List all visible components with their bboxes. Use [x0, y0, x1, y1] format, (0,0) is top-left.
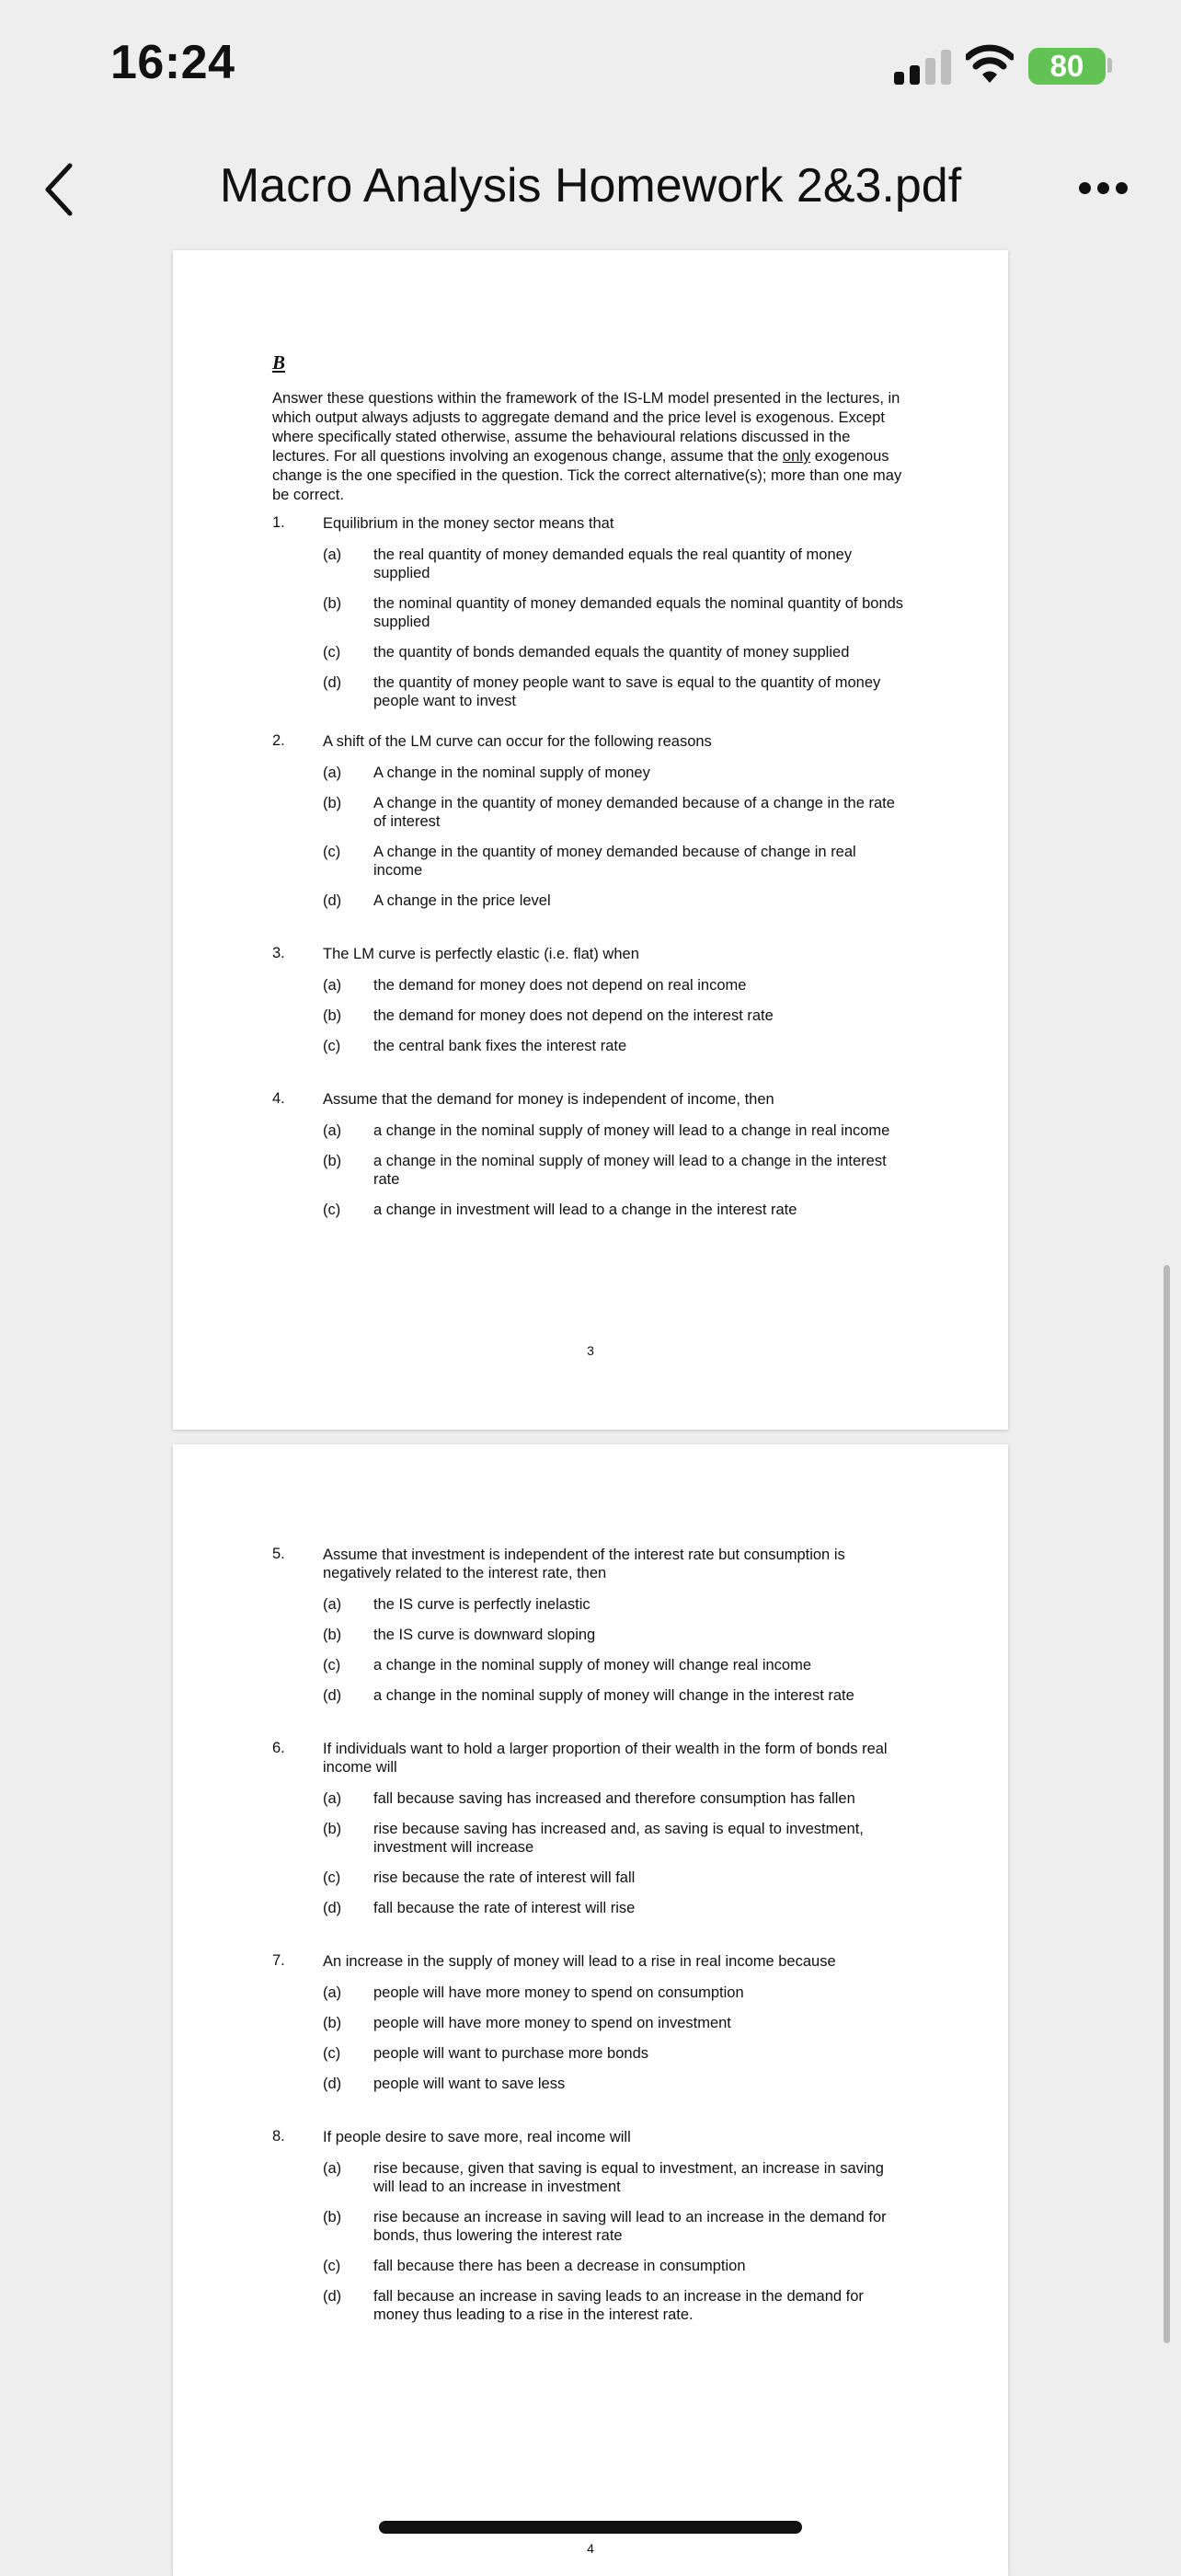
option-text: people will have more money to spend on investment — [373, 2015, 731, 2031]
option-letter: (c) — [323, 844, 341, 860]
option-text: fall because the rate of interest will rise — [373, 1900, 636, 1916]
answer-option — [323, 2159, 907, 2196]
option-text: people will have more money to spend on consumption — [373, 1984, 744, 2001]
answer-option — [323, 1626, 907, 1644]
option-letter: (b) — [323, 1007, 342, 1024]
option-text: A change in the price level — [373, 892, 551, 909]
answer-option — [323, 2208, 907, 2245]
back-button[interactable] — [37, 156, 83, 223]
option-text: the quantity of bonds demanded equals the quantity of money supplied — [373, 644, 850, 661]
option-letter: (a) — [323, 1790, 342, 1807]
answer-option — [323, 1869, 907, 1887]
answer-option — [323, 1984, 907, 2002]
question-number: 5. — [272, 1546, 285, 1562]
option-text: a change in the nominal supply of money will lead to a change in real income — [373, 1122, 890, 1139]
option-letter: (c) — [323, 1038, 341, 1054]
question-number: 4. — [272, 1090, 285, 1107]
answer-option — [323, 1121, 907, 1140]
question-number: 7. — [272, 1952, 285, 1969]
option-letter: (b) — [323, 795, 342, 811]
option-letter: (c) — [323, 2045, 341, 2062]
question-4 — [272, 1090, 907, 1219]
page-4-content — [272, 1546, 907, 2337]
option-letter: (c) — [323, 2258, 341, 2274]
option-text: the real quantity of money demanded equals the real quantity of money supplied — [373, 546, 853, 581]
question-2 — [272, 732, 907, 910]
answer-option — [323, 794, 907, 831]
question-text: Assume that the demand for money is independent of income, then — [323, 1091, 774, 1108]
option-text: the IS curve is downward sloping — [373, 1627, 596, 1643]
question-list — [272, 1546, 907, 2324]
option-letter: (c) — [323, 644, 341, 661]
question-text: Assume that investment is independent of the interest rate but consumption is negatively related to the interest rate, then — [323, 1547, 845, 1581]
option-letter: (b) — [323, 1627, 342, 1643]
option-letter: (b) — [323, 595, 342, 612]
option-text: a change in the nominal supply of money will lead to a change in the interest rate — [373, 1153, 887, 1188]
answer-option — [323, 976, 907, 995]
question-text: If individuals want to hold a larger proportion of their wealth in the form of bonds real income will — [323, 1741, 888, 1776]
question-list — [272, 514, 907, 1219]
option-letter: (a) — [323, 977, 342, 994]
option-text: the central bank fixes the interest rate — [373, 1038, 627, 1054]
question-1 — [272, 1546, 907, 1705]
option-letter: (c) — [323, 1869, 341, 1886]
page-number: 4 — [587, 2541, 594, 2556]
option-text: fall because saving has increased and therefore consumption has fallen — [373, 1790, 855, 1807]
answer-option — [323, 764, 907, 782]
option-text: people will want to save less — [373, 2076, 566, 2092]
option-text: a change in the nominal supply of money will change in the interest rate — [373, 1687, 854, 1704]
pdf-page-3 — [173, 250, 1008, 1430]
answer-option — [323, 2014, 907, 2032]
option-text: the demand for money does not depend on real income — [373, 977, 747, 994]
option-text: the IS curve is perfectly inelastic — [373, 1596, 590, 1613]
option-text: rise because an increase in saving will lead to an increase in the demand for bonds, thus lowering the interest rate — [373, 2209, 887, 2244]
answer-option — [323, 1595, 907, 1614]
question-number: 8. — [272, 2128, 285, 2145]
question-number: 3. — [272, 945, 285, 961]
question-3 — [272, 1952, 907, 2093]
option-letter: (b) — [323, 1153, 342, 1169]
status-time: 16:24 — [110, 36, 235, 89]
option-letter: (a) — [323, 2160, 342, 2177]
answer-option — [323, 673, 907, 710]
answer-option — [323, 2287, 907, 2324]
answer-option — [323, 2257, 907, 2275]
question-2 — [272, 1740, 907, 1917]
question-number: 2. — [272, 732, 285, 749]
home-indicator[interactable] — [379, 2521, 802, 2534]
option-text: fall because an increase in saving leads to an increase in the demand for money thus leading to a rise in the interest rate. — [373, 2288, 864, 2323]
answer-option — [323, 1152, 907, 1189]
option-letter: (a) — [323, 1984, 342, 2001]
option-text: fall because there has been a decrease in consumption — [373, 2258, 746, 2274]
option-letter: (d) — [323, 1900, 342, 1916]
option-letter: (d) — [323, 2288, 342, 2305]
wifi-icon — [966, 44, 1014, 85]
more-options-button[interactable] — [1072, 175, 1136, 202]
option-text: the nominal quantity of money demanded equals the nominal quantity of bonds supplied — [373, 595, 904, 630]
answer-option — [323, 1006, 907, 1025]
question-3 — [272, 945, 907, 1055]
option-text: A change in the quantity of money demanded because of change in real income — [373, 844, 856, 879]
answer-option — [323, 1201, 907, 1219]
option-text: the demand for money does not depend on the interest rate — [373, 1007, 774, 1024]
option-letter: (d) — [323, 1687, 342, 1704]
answer-option — [323, 2075, 907, 2093]
answer-option — [323, 643, 907, 661]
option-letter: (c) — [323, 1657, 341, 1673]
question-text: Equilibrium in the money sector means that — [323, 515, 614, 532]
question-number: 6. — [272, 1740, 285, 1756]
answer-option — [323, 546, 907, 582]
instructions-paragraph: Answer these questions within the framework of the IS-LM model presented in the lectures, in which output always adjusts to aggregate demand and the price level is exogenous. Except where specifically stated otherwise, assume the behavioural relations discussed in the lectures. For all questions involving an exogenous change, assume that the only exogenous change is the one specified in the question. Tick the correct alternative(s); more than one may be correct. — [272, 390, 902, 503]
option-text: rise because saving has increased and, as saving is equal to investment, investment will increase — [373, 1821, 864, 1856]
option-letter: (b) — [323, 1821, 342, 1837]
question-number: 1. — [272, 514, 285, 531]
option-letter: (c) — [323, 1202, 341, 1218]
option-letter: (b) — [323, 2015, 342, 2031]
question-text: The LM curve is perfectly elastic (i.e. flat) when — [323, 946, 639, 962]
answer-option — [323, 1789, 907, 1808]
answer-option — [323, 1656, 907, 1674]
answer-option — [323, 1686, 907, 1705]
option-text: a change in investment will lead to a change in the interest rate — [373, 1202, 797, 1218]
section-heading: B — [272, 351, 286, 374]
option-letter: (a) — [323, 765, 342, 781]
question-text: An increase in the supply of money will lead to a rise in real income because — [323, 1953, 836, 1970]
question-text: If people desire to save more, real income will — [323, 2129, 631, 2145]
answer-option — [323, 1820, 907, 1857]
document-title: Macro Analysis Homework 2&3.pdf — [219, 159, 962, 213]
answer-option — [323, 1037, 907, 1055]
option-letter: (d) — [323, 892, 342, 909]
option-text: rise because, given that saving is equal to investment, an increase in saving will lead to an increase in investment — [373, 2160, 884, 2195]
option-text: A change in the nominal supply of money — [373, 765, 650, 781]
option-letter: (a) — [323, 546, 342, 563]
scrollbar[interactable] — [1164, 1265, 1170, 2343]
answer-option — [323, 594, 907, 631]
page-number: 3 — [587, 1343, 594, 1358]
battery-charging-icon — [1028, 48, 1106, 85]
pdf-page-4 — [173, 1444, 1008, 2576]
option-text: a change in the nominal supply of money will change real income — [373, 1657, 812, 1673]
answer-option — [323, 2044, 907, 2063]
option-text: people will want to purchase more bonds — [373, 2045, 649, 2062]
answer-option — [323, 891, 907, 910]
page-3-content — [272, 351, 907, 1232]
cellular-signal-icon — [894, 48, 951, 85]
answer-option — [323, 1899, 907, 1917]
question-1 — [272, 514, 907, 710]
option-letter: (d) — [323, 2076, 342, 2092]
option-letter: (b) — [323, 2209, 342, 2225]
option-text: A change in the quantity of money demanded because of a change in the rate of interest — [373, 795, 895, 830]
question-4 — [272, 2128, 907, 2324]
answer-option — [323, 843, 907, 880]
option-letter: (d) — [323, 674, 342, 691]
question-text: A shift of the LM curve can occur for the following reasons — [323, 733, 712, 750]
option-text: rise because the rate of interest will fall — [373, 1869, 636, 1886]
battery-level: 80 — [1049, 49, 1084, 83]
battery-tip — [1107, 58, 1112, 73]
option-text: the quantity of money people want to save is equal to the quantity of money people want to invest — [373, 674, 881, 709]
option-letter: (a) — [323, 1596, 342, 1613]
option-letter: (a) — [323, 1122, 342, 1139]
